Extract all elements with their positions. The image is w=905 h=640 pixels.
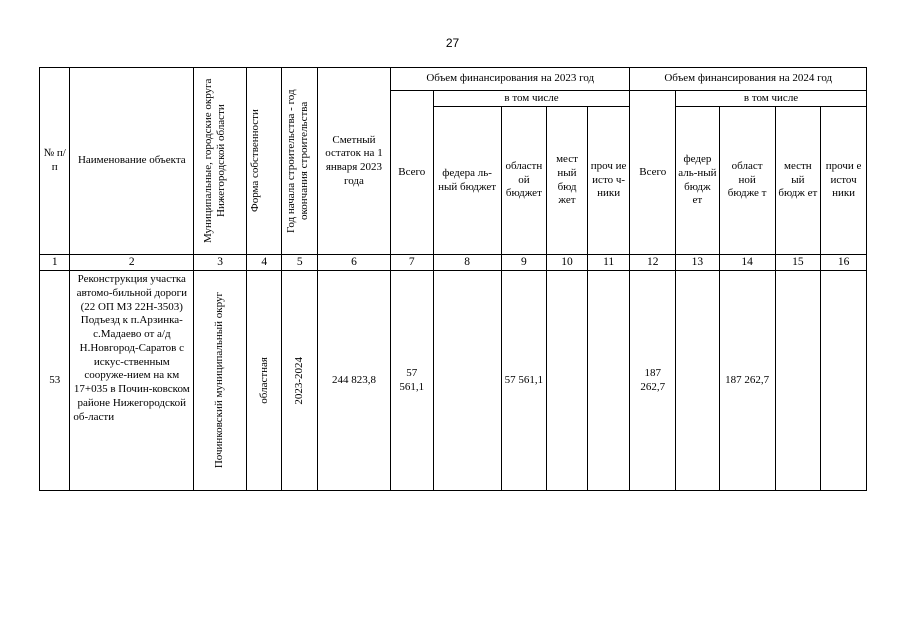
header-name: Наименование объекта xyxy=(70,68,194,255)
row-federal-2024 xyxy=(676,271,720,491)
col-number: 5 xyxy=(282,255,318,271)
header-local-2023: мест ный бюд жет xyxy=(547,107,588,255)
col-number: 9 xyxy=(501,255,547,271)
header-federal-2023: федера ль-ный бюджет xyxy=(433,107,501,255)
row-remainder: 244 823,8 xyxy=(317,271,390,491)
col-number: 14 xyxy=(719,255,775,271)
row-regional-2024: 187 262,7 xyxy=(719,271,775,491)
col-number: 11 xyxy=(587,255,630,271)
col-number: 15 xyxy=(775,255,821,271)
col-number: 16 xyxy=(821,255,867,271)
header-years-text: Год начала строительства - год окончания строительства xyxy=(284,89,310,233)
row-federal-2023 xyxy=(433,271,501,491)
row-total-2024: 187 262,7 xyxy=(630,271,676,491)
col-number: 13 xyxy=(676,255,720,271)
row-local-2024 xyxy=(775,271,821,491)
row-years-text: 2023-2024 xyxy=(293,356,306,405)
row-regional-2023: 57 561,1 xyxy=(501,271,547,491)
header-years xyxy=(282,68,318,255)
row-municipality-text: Починковский муниципальный округ xyxy=(213,292,226,469)
row-local-2023 xyxy=(547,271,588,491)
financing-table xyxy=(39,67,867,491)
header-regional-2024: област ной бюдже т xyxy=(719,107,775,255)
col-number: 2 xyxy=(70,255,194,271)
row-total-2023: 57 561,1 xyxy=(390,271,433,491)
header-ownership xyxy=(246,68,282,255)
row-num: 53 xyxy=(40,271,70,491)
col-number: 6 xyxy=(317,255,390,271)
row-municipality xyxy=(194,271,247,491)
header-municipality-text: Муниципальные, городские округа Нижегородской области xyxy=(202,78,228,244)
header-including-2024: в том числе xyxy=(676,91,867,107)
col-number: 12 xyxy=(630,255,676,271)
header-fin-2024: Объем финансирования на 2024 год xyxy=(630,68,867,91)
row-ownership-text: областная xyxy=(257,357,270,404)
row-ownership xyxy=(246,271,282,491)
row-years xyxy=(282,271,318,491)
row-object-name: Реконструкция участка автомо-бильной дороги (22 ОП МЗ 22Н-3503) Подъезд к п.Арзинка-с.Мадаево от а/д Н.Новгород-Саратов с искус-ственным сооруже-нием на км 17+035 в Почин-ковском районе Нижегородской об-ласти xyxy=(70,271,194,491)
col-number: 4 xyxy=(246,255,282,271)
header-federal-2024: федер аль-ный бюдж ет xyxy=(676,107,720,255)
header-including-2023: в том числе xyxy=(433,91,630,107)
col-number: 8 xyxy=(433,255,501,271)
col-number: 3 xyxy=(194,255,247,271)
table-row xyxy=(40,271,867,491)
col-number: 1 xyxy=(40,255,70,271)
header-ownership-text: Форма собственности xyxy=(249,109,262,213)
row-other-2024 xyxy=(821,271,867,491)
header-regional-2023: областн ой бюджет xyxy=(501,107,547,255)
row-other-2023 xyxy=(587,271,630,491)
header-num: № п/п xyxy=(40,68,70,255)
page-number: 27 xyxy=(445,36,460,50)
header-municipality xyxy=(194,68,247,255)
col-number: 10 xyxy=(547,255,588,271)
header-total-2024: Всего xyxy=(630,91,676,255)
header-other-2023: проч ие исто ч-ники xyxy=(587,107,630,255)
header-remainder: Сметный остаток на 1 января 2023 года xyxy=(317,68,390,255)
header-total-2023: Всего xyxy=(390,91,433,255)
header-local-2024: местн ый бюдж ет xyxy=(775,107,821,255)
col-number: 7 xyxy=(390,255,433,271)
header-fin-2023: Объем финансирования на 2023 год xyxy=(390,68,629,91)
header-other-2024: прочи е источ ники xyxy=(821,107,867,255)
column-number-row xyxy=(40,255,867,271)
